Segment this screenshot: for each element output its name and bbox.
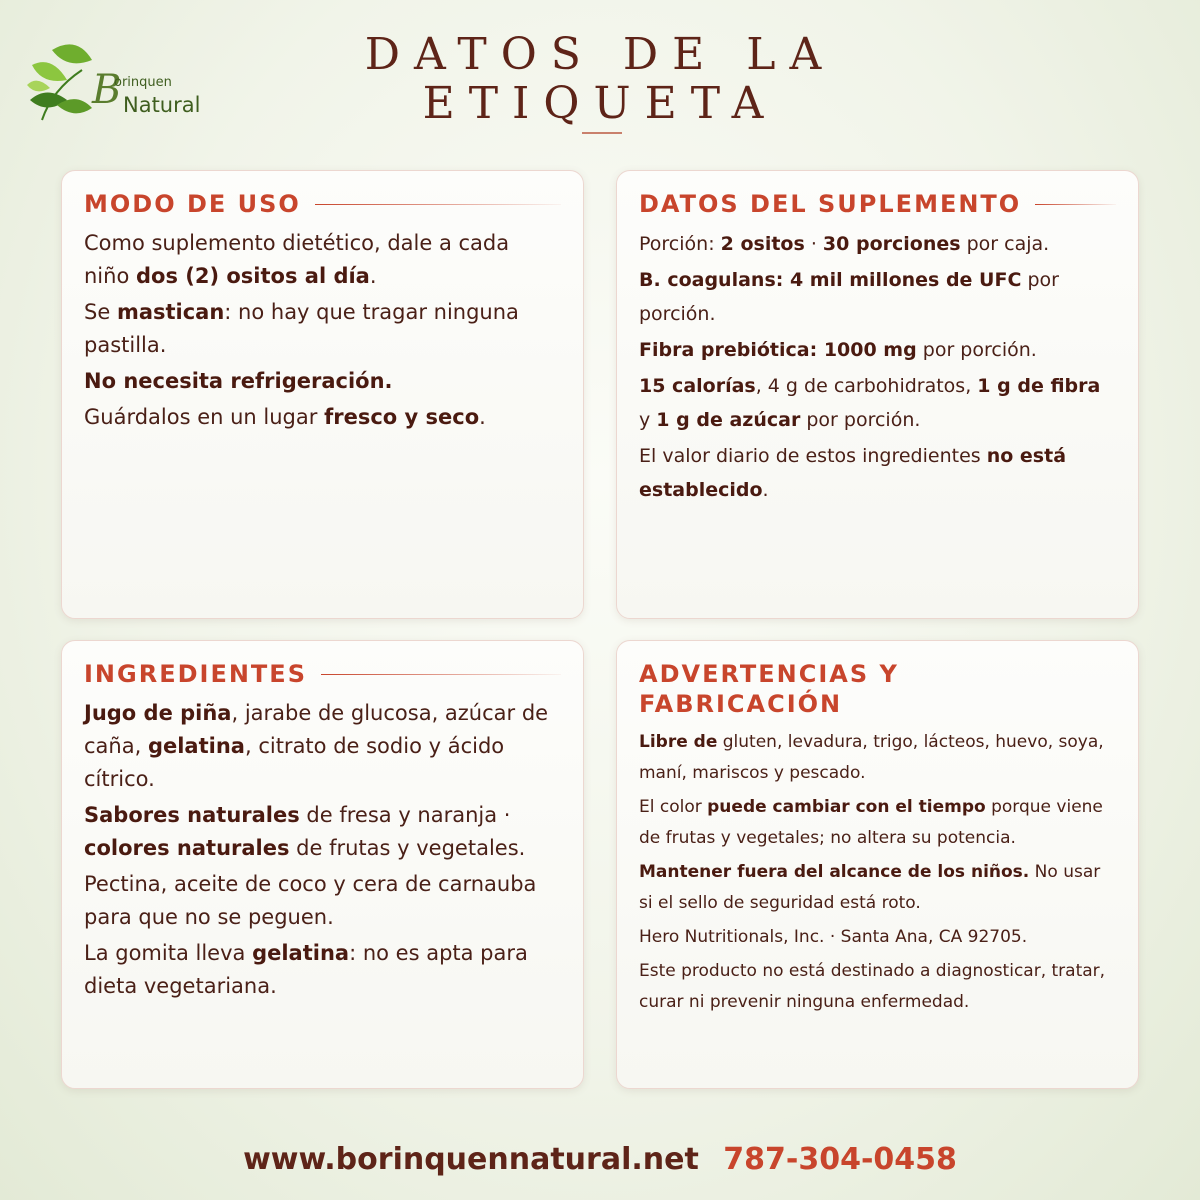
card-datos-del-suplemento — [616, 170, 1139, 619]
section-title: DATOS DEL SUPLEMENTO — [639, 190, 1022, 218]
logo-text-line2: Natural — [123, 93, 201, 117]
section-divider — [1035, 204, 1116, 205]
section-title: ADVERTENCIAS Y FABRICACIÓN — [639, 660, 899, 718]
card-header — [639, 189, 1116, 219]
phone-link[interactable]: 787-304-0458 — [723, 1142, 957, 1177]
paragraph: Porción: 2 ositos · 30 porciones por caja. — [639, 233, 1050, 255]
paragraph: El color puede cambiar con el tiempo porque viene de frutas y vegetales; no altera su potencia. — [639, 797, 1103, 848]
website-link[interactable]: www.borinquennatural.net — [243, 1142, 699, 1177]
card-ingredientes — [61, 640, 584, 1089]
footer — [0, 1140, 1200, 1180]
page-title-line2: ETIQUETA — [422, 78, 778, 129]
paragraph: Pectina, aceite de coco y cera de carnauba para que no se peguen. — [84, 872, 537, 929]
paragraph: La gomita lleva gelatina: no es apta para dieta vegetariana. — [84, 941, 528, 998]
section-divider — [321, 674, 561, 675]
paragraph: Sabores naturales de fresa y naranja · colores naturales de frutas y vegetales. — [84, 803, 526, 860]
card-header — [639, 659, 1116, 719]
title-divider — [582, 132, 622, 134]
paragraph: Libre de gluten, levadura, trigo, lácteos, huevo, soya, maní, mariscos y pescado. — [639, 732, 1104, 783]
paragraph: Este producto no está destinado a diagnosticar, tratar, curar ni prevenir ninguna enfermedad. — [639, 961, 1106, 1012]
paragraph: No necesita refrigeración. — [84, 369, 393, 393]
section-title: INGREDIENTES — [84, 660, 307, 688]
paragraph: Como suplemento dietético, dale a cada niño dos (2) ositos al día. — [84, 231, 510, 288]
card-header — [84, 659, 561, 689]
paragraph: Hero Nutritionals, Inc. · Santa Ana, CA 92705. — [639, 927, 1028, 947]
paragraph: Se mastican: no hay que tragar ninguna pastilla. — [84, 300, 519, 357]
paragraph: Jugo de piña, jarabe de glucosa, azúcar de caña, gelatina, citrato de sodio y ácido cítrico. — [84, 701, 549, 791]
paragraph: Fibra prebiótica: 1000 mg por porción. — [639, 339, 1037, 361]
paragraph: B. coagulans: 4 mil millones de UFC por porción. — [639, 269, 1059, 325]
page-title-line1: DATOS DE LA — [364, 29, 836, 80]
brand-logo — [22, 30, 212, 130]
card-header — [84, 189, 561, 219]
paragraph: El valor diario de estos ingredientes no está establecido. — [639, 445, 1067, 501]
paragraph: Guárdalos en un lugar fresco y seco. — [84, 405, 486, 429]
card-modo-de-uso — [61, 170, 584, 619]
logo-text-line1: orinquen — [114, 75, 172, 90]
logo-initial: B — [92, 67, 122, 113]
paragraph: 15 calorías, 4 g de carbohidratos, 1 g de fibra y 1 g de azúcar por porción. — [639, 375, 1101, 431]
section-title: MODO DE USO — [84, 190, 301, 218]
card-advertencias — [616, 640, 1139, 1089]
section-divider — [315, 204, 561, 205]
paragraph: Mantener fuera del alcance de los niños. No usar si el sello de seguridad está roto. — [639, 862, 1101, 913]
